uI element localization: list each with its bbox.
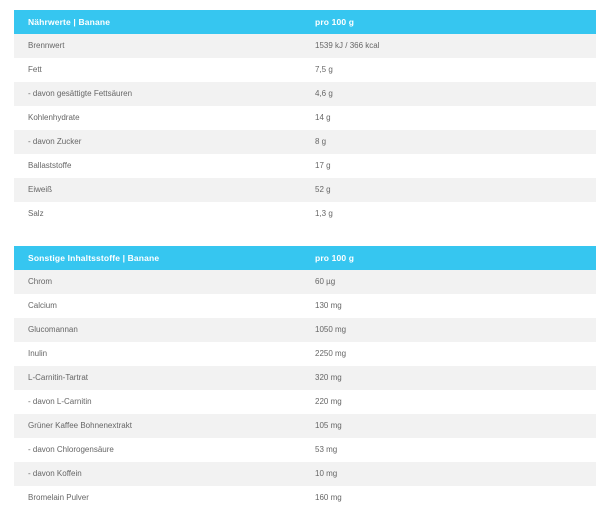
row-value: 8 g [305,130,596,154]
nutrition-values-table-body [14,34,596,226]
row-label: - davon Zucker [14,130,305,154]
row-label: Kohlenhydrate [14,106,305,130]
table-row [14,294,596,318]
row-value: 52 g [305,178,596,202]
table-row [14,342,596,366]
row-value: 1,3 g [305,202,596,226]
table-row [14,154,596,178]
row-label: Eiweiß [14,178,305,202]
table-header-name: Sonstige Inhaltsstoffe | Banane [14,246,305,270]
table-row [14,366,596,390]
row-label: Inulin [14,342,305,366]
table-header-name: Nährwerte | Banane [14,10,305,34]
table-header-value: pro 100 g [305,10,596,34]
row-label: Fett [14,58,305,82]
other-ingredients-table-body [14,270,596,510]
row-value: 53 mg [305,438,596,462]
row-label: - davon Chlorogensäure [14,438,305,462]
nutrition-values-table [14,10,596,226]
row-label: Brennwert [14,34,305,58]
other-ingredients-table [14,246,596,510]
table-row [14,58,596,82]
table-row [14,462,596,486]
row-label: Glucomannan [14,318,305,342]
row-value: 4,6 g [305,82,596,106]
row-value: 2250 mg [305,342,596,366]
row-value: 7,5 g [305,58,596,82]
row-value: 220 mg [305,390,596,414]
row-value: 1539 kJ / 366 kcal [305,34,596,58]
row-value: 130 mg [305,294,596,318]
row-label: Calcium [14,294,305,318]
table-row [14,486,596,510]
table-header-value: pro 100 g [305,246,596,270]
row-label: Grüner Kaffee Bohnenextrakt [14,414,305,438]
table-row [14,318,596,342]
row-value: 1050 mg [305,318,596,342]
row-value: 160 mg [305,486,596,510]
table-header-row [14,246,596,270]
row-value: 105 mg [305,414,596,438]
row-label: Chrom [14,270,305,294]
other-ingredients-table-header [14,246,596,270]
table-row [14,414,596,438]
row-value: 320 mg [305,366,596,390]
row-value: 10 mg [305,462,596,486]
table-row [14,82,596,106]
row-label: - davon gesättigte Fettsäuren [14,82,305,106]
row-label: Bromelain Pulver [14,486,305,510]
row-label: - davon Koffein [14,462,305,486]
table-row [14,438,596,462]
row-value: 17 g [305,154,596,178]
table-row [14,390,596,414]
row-label: - davon L-Carnitin [14,390,305,414]
row-value: 60 µg [305,270,596,294]
table-row [14,34,596,58]
row-label: L-Carnitin-Tartrat [14,366,305,390]
table-row [14,130,596,154]
table-row [14,178,596,202]
table-header-row [14,10,596,34]
row-label: Salz [14,202,305,226]
table-row [14,106,596,130]
row-label: Ballaststoffe [14,154,305,178]
row-value: 14 g [305,106,596,130]
table-row [14,270,596,294]
nutrition-values-table-header [14,10,596,34]
table-row [14,202,596,226]
